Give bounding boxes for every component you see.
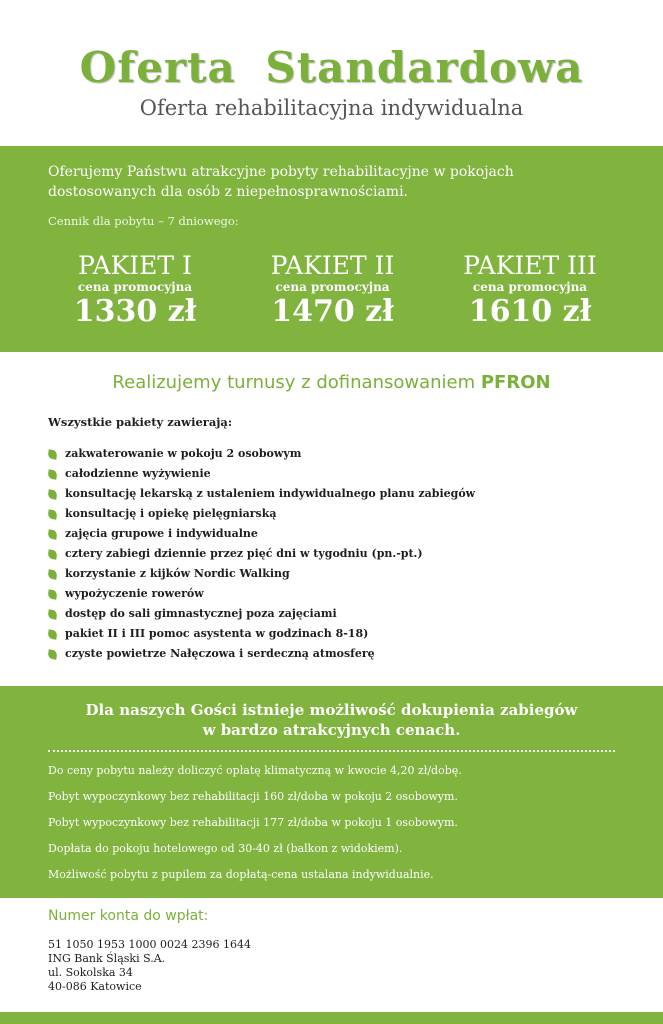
account-number: 51 1050 1953 1000 0024 2396 1644 (48, 938, 251, 951)
list-item (48, 504, 615, 524)
list-item (48, 644, 615, 664)
extras-line-1: Dla naszych Gości istnieje możliwość dokupienia zabiegów (85, 701, 578, 719)
account-title: Numer konta do wpłat: (48, 908, 209, 924)
leaf-icon (47, 549, 57, 559)
list-item (48, 464, 615, 484)
package-label: cena promocyjna (472, 280, 588, 294)
list-item-text: konsultację i opiekę pielęgniarską (65, 507, 277, 520)
note: Pobyt wypoczynkowy bez rehabilitacji 160 zł/doba w pokoju 2 osobowym. (48, 790, 458, 803)
leaf-icon (47, 629, 57, 639)
packages (48, 252, 615, 330)
pfron-heading (48, 372, 615, 393)
package-name: PAKIET III (463, 251, 597, 280)
leaf-icon (47, 649, 57, 659)
list-item (48, 604, 615, 624)
list-item-text: dostęp do sali gimnastycznej poza zajęciami (65, 607, 337, 620)
package-price: 1330 zł (73, 294, 197, 329)
account-section (0, 898, 663, 1010)
note: Dopłata do pokoju hotelowego od 30-40 zł (balkon z widokiem). (48, 842, 403, 855)
package-price: 1610 zł (468, 294, 592, 329)
extras-line-2: w bardzo atrakcyjnych cenach. (202, 721, 461, 739)
bank-name: ING Bank Śląski S.A. (48, 952, 166, 965)
leaf-icon (47, 609, 57, 619)
includes-list (48, 444, 615, 664)
list-item-text: całodzienne wyżywienie (65, 467, 211, 480)
list-item (48, 524, 615, 544)
leaf-icon (47, 569, 57, 579)
list-item-text: pakiet II i III pomoc asystenta w godzinach 8-18) (65, 627, 369, 640)
leaf-icon (47, 449, 57, 459)
extras-band (0, 686, 663, 898)
package-name: PAKIET I (78, 251, 192, 280)
list-item-text: zajęcia grupowe i indywidualne (65, 527, 258, 540)
intro-text: Oferujemy Państwu atrakcyjne pobyty rehabilitacyjne w pokojach dostosowanych dla osób z niepełnosprawnościami. (48, 164, 514, 200)
offer-band (0, 146, 663, 352)
leaf-icon (47, 589, 57, 599)
package-name: PAKIET II (270, 251, 395, 280)
list-item-text: konsultację lekarską z ustaleniem indywidualnego planu zabiegów (65, 487, 476, 500)
bottom-bar (0, 1012, 663, 1024)
header (0, 0, 663, 146)
package-1 (60, 252, 210, 330)
list-item-text: zakwaterowanie w pokoju 2 osobowym (65, 447, 302, 460)
list-item (48, 624, 615, 644)
package-label: cena promocyjna (275, 280, 390, 294)
pfron-bold: PFRON (480, 372, 551, 393)
list-item-text: czyste powietrze Nałęczowa i serdeczną atmosferę (65, 647, 375, 660)
list-item (48, 544, 615, 564)
bank-street: ul. Sokolska 34 (48, 966, 133, 979)
list-item-text: cztery zabiegi dziennie przez pięć dni w tygodniu (pn.-pt.) (65, 547, 423, 560)
package-label: cena promocyjna (77, 280, 193, 294)
list-item (48, 444, 615, 464)
account-details (48, 938, 615, 994)
page-subtitle: Oferta rehabilitacyjna indywidualna (139, 96, 524, 120)
extras-heading (48, 700, 615, 740)
note: Do ceny pobytu należy doliczyć opłatę klimatyczną w kwocie 4,20 zł/dobę. (48, 764, 462, 777)
includes-section (0, 352, 663, 686)
leaf-icon (47, 509, 57, 519)
leaf-icon (47, 489, 57, 499)
leaf-icon (47, 469, 57, 479)
list-item (48, 564, 615, 584)
note: Możliwość pobytu z pupilem za dopłatą-cena ustalana indywidualnie. (48, 868, 434, 881)
package-price: 1470 zł (271, 294, 394, 329)
pfron-text: Realizujemy turnusy z dofinansowaniem (112, 372, 481, 393)
package-2 (258, 252, 408, 330)
page-title: Oferta Standardowa (79, 43, 584, 92)
leaf-icon (47, 529, 57, 539)
package-3 (455, 252, 605, 330)
price-note: Cennik dla pobytu – 7 dniowego: (48, 214, 239, 228)
note: Pobyt wypoczynkowy bez rehabilitacji 177 zł/doba w pokoju 1 osobowym. (48, 816, 458, 829)
dotted-divider (48, 750, 615, 752)
list-item-text: korzystanie z kijków Nordic Walking (65, 567, 290, 580)
list-item (48, 484, 615, 504)
list-item (48, 584, 615, 604)
includes-heading: Wszystkie pakiety zawierają: (48, 415, 233, 429)
list-item-text: wypożyczenie rowerów (65, 587, 204, 600)
bank-city: 40-086 Katowice (48, 980, 142, 993)
